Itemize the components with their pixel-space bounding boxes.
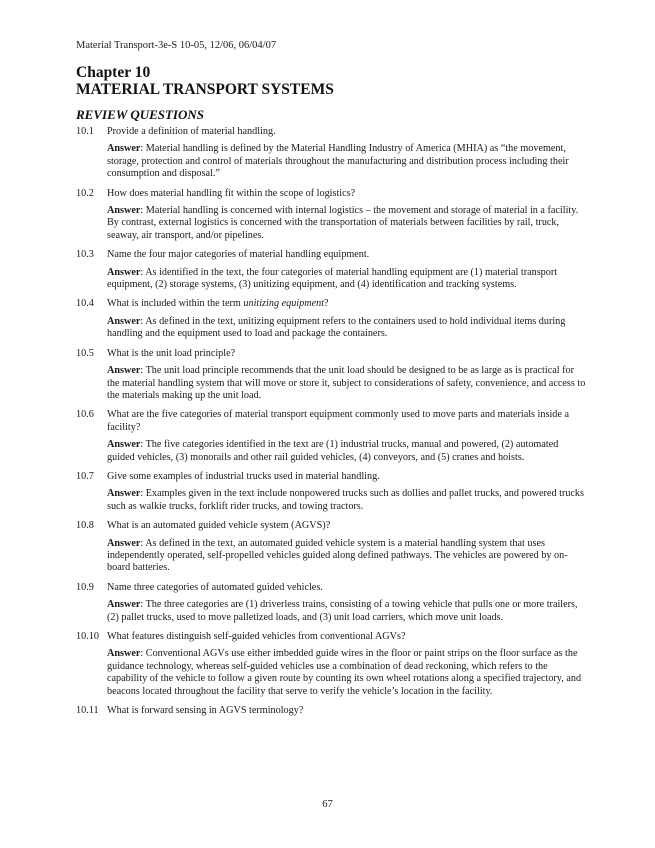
question-number: 10.9: [76, 581, 94, 593]
question-text: Name three categories of automated guided vehicles.: [107, 581, 323, 593]
question-emphasis: unitizing equipment: [243, 298, 325, 310]
chapter-title: [76, 64, 596, 98]
answer-text: Answer: As defined in the text, unitizing equipment refers to the containers used to hold individual items during handling and the equipment used to load and package the containers.: [107, 315, 566, 340]
question-text: What is forward sensing in AGVS terminology?: [107, 705, 304, 717]
question-item: [76, 471, 586, 513]
question-number: 10.1: [76, 126, 94, 137]
page-number: 67: [322, 799, 333, 810]
question-text: What are the five categories of material transport equipment commonly used to move parts and materials inside a facility?: [107, 409, 569, 433]
question-number: 10.10: [76, 631, 99, 642]
answer-text: Answer: As defined in the text, an automated guided vehicle system is a material handling system that uses independently operated, self-propelled vehicles guided along defined pathways. The vehicles are powered by on-board batteries.: [107, 537, 568, 574]
question-number: 10.3: [76, 249, 94, 261]
question-item: [76, 348, 586, 403]
review-questions-list: [76, 126, 586, 724]
question-item: [76, 188, 586, 243]
question-text: What features distinguish self-guided vehicles from conventional AGVs?: [107, 631, 406, 642]
question-item: [76, 249, 586, 291]
question-text: Name the four major categories of material handling equipment.: [107, 249, 370, 261]
answer-label: Answer: [107, 488, 141, 500]
answer-label: Answer: [107, 266, 141, 278]
question-number: 10.6: [76, 409, 94, 421]
question-number: 10.11: [76, 705, 99, 717]
question-text: What is the unit load principle?: [107, 347, 236, 359]
question-item: [76, 298, 586, 340]
question-number: 10.5: [76, 347, 94, 359]
answer-text: Answer: The unit load principle recommends that the unit load should be designed to be as large as is practical for the material handling system that will move or store it, subject to considerations of safety, convenience, and access to the materials making up the unit load.: [107, 365, 586, 401]
question-text: Give some examples of industrial trucks used in material handling.: [107, 470, 380, 482]
answer-text: Answer: As identified in the text, the four categories of material handling equipment are (1) material transport equipment, (2) storage systems, (3) unitizing equipment, and (4) identification and tracking systems.: [107, 266, 558, 291]
question-text: What is an automated guided vehicle system (AGVS)?: [107, 520, 331, 532]
answer-label: Answer: [107, 599, 141, 611]
question-number: 10.7: [76, 470, 94, 482]
answer-label: Answer: [107, 439, 141, 451]
question-text: What is included within the term unitizing equipment?: [107, 298, 329, 310]
question-item: [76, 582, 586, 624]
answer-label: Answer: [107, 365, 141, 377]
section-heading: REVIEW QUESTIONS: [76, 107, 205, 122]
answer-label: Answer: [107, 143, 141, 155]
answer-text: Answer: The five categories identified in the text are (1) industrial trucks, manual and powered, (2) automated guided vehicles, (3) monorails and other rail guided vehicles, (4) conveyors, and (5) cranes and hoists.: [107, 439, 559, 463]
question-item: [76, 520, 586, 575]
question-item: [76, 705, 586, 717]
answer-label: Answer: [107, 648, 141, 660]
answer-text: Answer: Material handling is defined by the Material Handling Industry of America (MHIA) as “the movement, storage, protection and control of materials throughout the manufacturing and distribution process including their consumption and disposal.”: [107, 143, 569, 180]
question-item: [76, 631, 586, 698]
answer-label: Answer: [107, 315, 141, 327]
question-text: How does material handling fit within the scope of logistics?: [107, 187, 356, 199]
question-number: 10.8: [76, 520, 94, 532]
question-number: 10.2: [76, 187, 94, 199]
question-number: 10.4: [76, 298, 94, 310]
answer-label: Answer: [107, 537, 141, 549]
chapter-name: MATERIAL TRANSPORT SYSTEMS: [76, 81, 334, 98]
answer-text: Answer: The three categories are (1) driverless trains, consisting of a towing vehicle that pulls one or more trailers, (2) pallet trucks, used to move palletized loads, and (3) unit load carriers, which move unit loads.: [107, 599, 578, 623]
running-header: Material Transport-3e-S 10-05, 12/06, 06/04/07: [76, 40, 277, 51]
question-item: [76, 409, 586, 464]
chapter-number: Chapter 10: [76, 64, 151, 81]
answer-text: Answer: Conventional AGVs use either imbedded guide wires in the floor or paint strips on the floor surface as the guidance technology, whereas self-guided vehicles use a combination of dead reckoning, which refers to the capability of the vehicle to follow a given route by counting its own wheel rotations along a specified trajectory, and beacons located throughout the facility that serve to verify the vehicle’s location in the facility.: [107, 648, 582, 697]
answer-label: Answer: [107, 205, 141, 217]
answer-text: Answer: Examples given in the text include nonpowered trucks such as dollies and pallet trucks, and powered trucks such as walkie trucks, forklift rider trucks, and towing tractors.: [107, 488, 584, 512]
question-item: [76, 126, 586, 181]
answer-text: Answer: Material handling is concerned with internal logistics – the movement and storage of material in a facility. By contrast, external logistics is concerned with the transportation of materials between facilities by rail, truck, seaway, air transport, and/or pipelines.: [107, 205, 579, 241]
question-text: Provide a definition of material handling.: [107, 126, 276, 137]
